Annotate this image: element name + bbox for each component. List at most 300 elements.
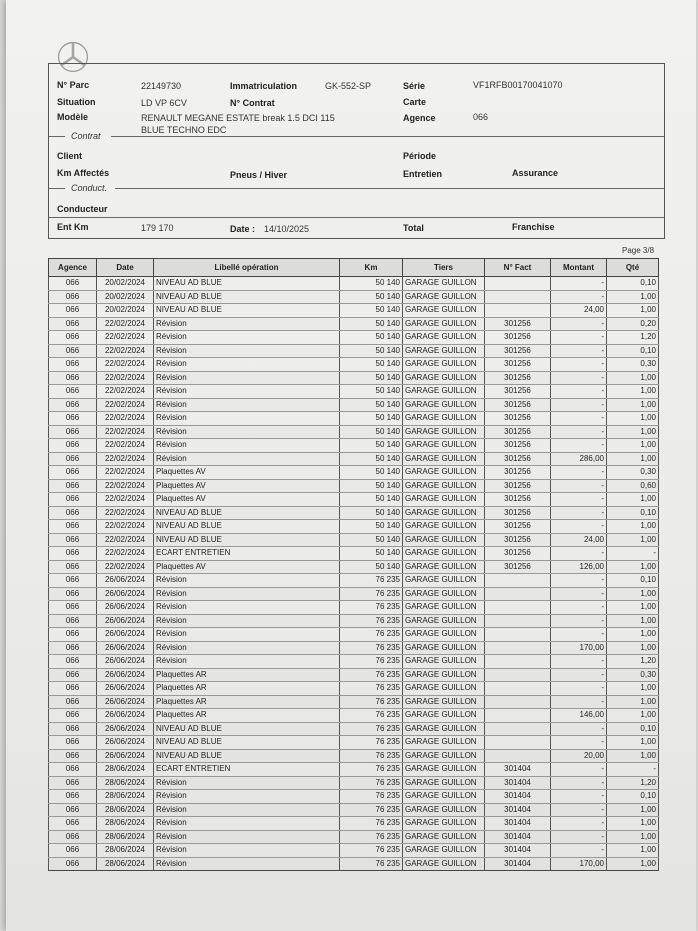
cell-montant: - <box>551 763 607 777</box>
cell-agence: 066 <box>49 722 97 736</box>
table-row <box>49 668 659 682</box>
cell-date: 26/06/2024 <box>97 587 154 601</box>
cell-fact: 301256 <box>485 506 551 520</box>
cell-agence: 066 <box>49 533 97 547</box>
cell-date: 28/06/2024 <box>97 844 154 858</box>
cell-libelle: NIVEAU AD BLUE <box>154 749 340 763</box>
table-row <box>49 547 659 561</box>
total-label: Total <box>403 223 424 233</box>
situation-label: Situation <box>57 97 96 107</box>
cell-km: 50 140 <box>340 506 403 520</box>
cell-qte: 0,10 <box>607 722 659 736</box>
cell-montant: - <box>551 844 607 858</box>
cell-date: 22/02/2024 <box>97 344 154 358</box>
cell-libelle: Révision <box>154 844 340 858</box>
table-row <box>49 790 659 804</box>
table-row <box>49 439 659 453</box>
cell-km: 50 140 <box>340 304 403 318</box>
cell-fact <box>485 722 551 736</box>
cell-fact <box>485 628 551 642</box>
cell-date: 22/02/2024 <box>97 425 154 439</box>
cell-tiers: GARAGE GUILLON <box>403 695 485 709</box>
cell-libelle: Révision <box>154 817 340 831</box>
cell-agence: 066 <box>49 763 97 777</box>
cell-agence: 066 <box>49 844 97 858</box>
cell-tiers: GARAGE GUILLON <box>403 547 485 561</box>
cell-libelle: Révision <box>154 331 340 345</box>
cell-date: 26/06/2024 <box>97 695 154 709</box>
table-row <box>49 331 659 345</box>
cell-qte: 1,00 <box>607 830 659 844</box>
cell-fact <box>485 290 551 304</box>
contrat-no-label: N° Contrat <box>230 98 275 108</box>
cell-fact: 301256 <box>485 439 551 453</box>
cell-fact: 301256 <box>485 452 551 466</box>
cell-agence: 066 <box>49 439 97 453</box>
cell-qte: 1,20 <box>607 331 659 345</box>
cell-agence: 066 <box>49 398 97 412</box>
cell-fact <box>485 277 551 291</box>
cell-fact <box>485 668 551 682</box>
cell-km: 76 235 <box>340 601 403 615</box>
cell-agence: 066 <box>49 304 97 318</box>
table-row <box>49 776 659 790</box>
km-affectes-label: Km Affectés <box>57 168 110 178</box>
cell-date: 26/06/2024 <box>97 709 154 723</box>
cell-km: 76 235 <box>340 763 403 777</box>
cell-libelle: Plaquettes AV <box>154 479 340 493</box>
cell-montant: - <box>551 803 607 817</box>
cell-montant: 126,00 <box>551 560 607 574</box>
cell-km: 50 140 <box>340 317 403 331</box>
cell-fact: 301256 <box>485 425 551 439</box>
agence-label: Agence <box>403 113 436 123</box>
cell-qte: 1,00 <box>607 844 659 858</box>
cell-fact: 301404 <box>485 830 551 844</box>
cell-tiers: GARAGE GUILLON <box>403 425 485 439</box>
cell-km: 50 140 <box>340 466 403 480</box>
cell-date: 22/02/2024 <box>97 547 154 561</box>
cell-montant: - <box>551 601 607 615</box>
cell-qte: 0,60 <box>607 479 659 493</box>
cell-fact: 301256 <box>485 358 551 372</box>
cell-libelle: Révision <box>154 641 340 655</box>
cell-date: 22/02/2024 <box>97 358 154 372</box>
cell-fact: 301256 <box>485 547 551 561</box>
cell-tiers: GARAGE GUILLON <box>403 290 485 304</box>
cell-km: 76 235 <box>340 803 403 817</box>
cell-km: 76 235 <box>340 668 403 682</box>
cell-montant: - <box>551 317 607 331</box>
cell-agence: 066 <box>49 601 97 615</box>
cell-montant: - <box>551 425 607 439</box>
table-row <box>49 857 659 871</box>
cell-km: 76 235 <box>340 857 403 871</box>
cell-qte: 1,00 <box>607 371 659 385</box>
table-row <box>49 641 659 655</box>
cell-km: 76 235 <box>340 830 403 844</box>
cell-fact: 301404 <box>485 763 551 777</box>
cell-km: 76 235 <box>340 817 403 831</box>
ent-km-value: 179 170 <box>141 223 174 233</box>
cell-qte: 1,00 <box>607 695 659 709</box>
cell-date: 26/06/2024 <box>97 601 154 615</box>
cell-qte: 0,10 <box>607 790 659 804</box>
cell-agence: 066 <box>49 452 97 466</box>
cell-montant: - <box>551 439 607 453</box>
cell-tiers: GARAGE GUILLON <box>403 614 485 628</box>
parc-label: N° Parc <box>57 80 90 90</box>
cell-agence: 066 <box>49 290 97 304</box>
cell-montant: - <box>551 344 607 358</box>
cell-tiers: GARAGE GUILLON <box>403 493 485 507</box>
cell-qte: 0,20 <box>607 317 659 331</box>
cell-qte: 1,20 <box>607 655 659 669</box>
date-value: 14/10/2025 <box>264 224 310 234</box>
cell-libelle: NIVEAU AD BLUE <box>154 533 340 547</box>
cell-montant: 20,00 <box>551 749 607 763</box>
table-row <box>49 371 659 385</box>
cell-date: 22/02/2024 <box>97 520 154 534</box>
cell-date: 26/06/2024 <box>97 682 154 696</box>
cell-libelle: Révision <box>154 601 340 615</box>
cell-libelle: Révision <box>154 452 340 466</box>
table-row <box>49 628 659 642</box>
cell-km: 76 235 <box>340 722 403 736</box>
cell-tiers: GARAGE GUILLON <box>403 857 485 871</box>
cell-qte: 1,00 <box>607 709 659 723</box>
cell-tiers: GARAGE GUILLON <box>403 479 485 493</box>
cell-libelle: Révision <box>154 385 340 399</box>
cell-fact: 301256 <box>485 412 551 426</box>
cell-qte: 1,20 <box>607 776 659 790</box>
cell-qte: 0,30 <box>607 466 659 480</box>
cell-km: 76 235 <box>340 682 403 696</box>
table-row <box>49 803 659 817</box>
cell-libelle: Révision <box>154 830 340 844</box>
cell-qte: 1,00 <box>607 439 659 453</box>
cell-km: 50 140 <box>340 520 403 534</box>
cell-agence: 066 <box>49 709 97 723</box>
cell-tiers: GARAGE GUILLON <box>403 682 485 696</box>
cell-fact: 301256 <box>485 560 551 574</box>
cell-montant: - <box>551 385 607 399</box>
cell-km: 50 140 <box>340 560 403 574</box>
cell-date: 22/02/2024 <box>97 385 154 399</box>
document-page <box>6 0 696 931</box>
table-row <box>49 466 659 480</box>
cell-montant: - <box>551 398 607 412</box>
assurance-label: Assurance <box>512 168 559 178</box>
cell-fact: 301256 <box>485 385 551 399</box>
cell-qte: 1,00 <box>607 682 659 696</box>
cell-km: 76 235 <box>340 844 403 858</box>
cell-date: 22/02/2024 <box>97 452 154 466</box>
cell-fact: 301256 <box>485 317 551 331</box>
table-row <box>49 601 659 615</box>
cell-libelle: Plaquettes AV <box>154 560 340 574</box>
cell-tiers: GARAGE GUILLON <box>403 722 485 736</box>
table-row <box>49 722 659 736</box>
cell-montant: - <box>551 628 607 642</box>
cell-tiers: GARAGE GUILLON <box>403 466 485 480</box>
table-row <box>49 425 659 439</box>
cell-km: 76 235 <box>340 587 403 601</box>
cell-km: 50 140 <box>340 358 403 372</box>
cell-km: 50 140 <box>340 439 403 453</box>
cell-agence: 066 <box>49 520 97 534</box>
cell-libelle: Révision <box>154 358 340 372</box>
cell-agence: 066 <box>49 803 97 817</box>
cell-fact: 301404 <box>485 803 551 817</box>
cell-date: 22/02/2024 <box>97 317 154 331</box>
cell-agence: 066 <box>49 560 97 574</box>
cell-date: 22/02/2024 <box>97 439 154 453</box>
cell-tiers: GARAGE GUILLON <box>403 304 485 318</box>
cell-tiers: GARAGE GUILLON <box>403 668 485 682</box>
cell-libelle: Révision <box>154 412 340 426</box>
cell-km: 50 140 <box>340 533 403 547</box>
cell-agence: 066 <box>49 736 97 750</box>
cell-tiers: GARAGE GUILLON <box>403 520 485 534</box>
cell-qte: - <box>607 547 659 561</box>
ent-km-label: Ent Km <box>57 222 89 232</box>
serie-label: Série <box>403 81 426 91</box>
cell-qte: 1,00 <box>607 628 659 642</box>
cell-date: 28/06/2024 <box>97 817 154 831</box>
cell-agence: 066 <box>49 331 97 345</box>
cell-date: 22/02/2024 <box>97 466 154 480</box>
cell-tiers: GARAGE GUILLON <box>403 763 485 777</box>
table-row <box>49 587 659 601</box>
cell-agence: 066 <box>49 574 97 588</box>
cell-qte: 1,00 <box>607 452 659 466</box>
cell-tiers: GARAGE GUILLON <box>403 398 485 412</box>
cell-km: 50 140 <box>340 452 403 466</box>
cell-fact: 301256 <box>485 533 551 547</box>
cell-montant: - <box>551 331 607 345</box>
cell-fact: 301256 <box>485 331 551 345</box>
cell-agence: 066 <box>49 776 97 790</box>
cell-km: 50 140 <box>340 425 403 439</box>
cell-date: 28/06/2024 <box>97 776 154 790</box>
periode-label: Période <box>403 151 437 161</box>
cell-libelle: Plaquettes AR <box>154 668 340 682</box>
col-header-date: Date <box>97 259 154 277</box>
cell-km: 76 235 <box>340 574 403 588</box>
cell-date: 28/06/2024 <box>97 763 154 777</box>
cell-libelle: Révision <box>154 790 340 804</box>
cell-montant: 24,00 <box>551 533 607 547</box>
client-label: Client <box>57 151 83 161</box>
cell-qte: 0,10 <box>607 277 659 291</box>
cell-fact: 301256 <box>485 479 551 493</box>
cell-tiers: GARAGE GUILLON <box>403 601 485 615</box>
cell-date: 26/06/2024 <box>97 749 154 763</box>
table-row <box>49 763 659 777</box>
cell-date: 22/02/2024 <box>97 331 154 345</box>
cell-libelle: NIVEAU AD BLUE <box>154 520 340 534</box>
cell-libelle: Révision <box>154 655 340 669</box>
cell-tiers: GARAGE GUILLON <box>403 344 485 358</box>
cell-montant: - <box>551 371 607 385</box>
cell-km: 76 235 <box>340 749 403 763</box>
table-row <box>49 493 659 507</box>
cell-km: 76 235 <box>340 641 403 655</box>
table-row <box>49 655 659 669</box>
cell-qte: 1,00 <box>607 560 659 574</box>
cell-agence: 066 <box>49 547 97 561</box>
cell-agence: 066 <box>49 749 97 763</box>
cell-libelle: Révision <box>154 317 340 331</box>
cell-agence: 066 <box>49 695 97 709</box>
carte-label: Carte <box>403 97 427 107</box>
cell-montant: - <box>551 574 607 588</box>
cell-km: 50 140 <box>340 371 403 385</box>
cell-agence: 066 <box>49 317 97 331</box>
cell-qte: 1,00 <box>607 398 659 412</box>
cell-date: 22/02/2024 <box>97 479 154 493</box>
col-header-km: Km <box>340 259 403 277</box>
cell-date: 22/02/2024 <box>97 412 154 426</box>
entretien-label: Entretien <box>403 169 443 179</box>
cell-montant: - <box>551 736 607 750</box>
cell-tiers: GARAGE GUILLON <box>403 317 485 331</box>
conducteur-label: Conducteur <box>57 204 108 214</box>
table-row <box>49 317 659 331</box>
cell-montant: - <box>551 466 607 480</box>
section-divider <box>49 188 65 189</box>
table-row <box>49 709 659 723</box>
table-row <box>49 358 659 372</box>
cell-tiers: GARAGE GUILLON <box>403 790 485 804</box>
cell-qte: 1,00 <box>607 736 659 750</box>
table-row <box>49 533 659 547</box>
section-conduct-label: Conduct. <box>71 183 108 193</box>
cell-libelle: Révision <box>154 776 340 790</box>
cell-montant: - <box>551 277 607 291</box>
cell-agence: 066 <box>49 655 97 669</box>
cell-km: 76 235 <box>340 736 403 750</box>
cell-qte: 1,00 <box>607 290 659 304</box>
cell-libelle: Révision <box>154 371 340 385</box>
cell-km: 76 235 <box>340 655 403 669</box>
cell-tiers: GARAGE GUILLON <box>403 736 485 750</box>
operations-table <box>48 258 659 871</box>
cell-tiers: GARAGE GUILLON <box>403 331 485 345</box>
cell-date: 28/06/2024 <box>97 803 154 817</box>
cell-montant: - <box>551 520 607 534</box>
table-row <box>49 695 659 709</box>
agence-value: 066 <box>473 112 489 122</box>
cell-libelle: NIVEAU AD BLUE <box>154 506 340 520</box>
cell-date: 26/06/2024 <box>97 641 154 655</box>
col-header-tiers: Tiers <box>403 259 485 277</box>
cell-km: 76 235 <box>340 628 403 642</box>
cell-qte: 1,00 <box>607 614 659 628</box>
cell-libelle: NIVEAU AD BLUE <box>154 277 340 291</box>
cell-km: 50 140 <box>340 398 403 412</box>
table-row <box>49 749 659 763</box>
cell-tiers: GARAGE GUILLON <box>403 641 485 655</box>
cell-libelle: NIVEAU AD BLUE <box>154 736 340 750</box>
cell-agence: 066 <box>49 493 97 507</box>
cell-agence: 066 <box>49 614 97 628</box>
cell-montant: - <box>551 830 607 844</box>
cell-km: 50 140 <box>340 385 403 399</box>
cell-montant: - <box>551 790 607 804</box>
cell-fact: 301256 <box>485 520 551 534</box>
cell-tiers: GARAGE GUILLON <box>403 358 485 372</box>
table-row <box>49 452 659 466</box>
cell-fact: 301256 <box>485 344 551 358</box>
cell-libelle: Révision <box>154 587 340 601</box>
col-header-fact: N° Fact <box>485 259 551 277</box>
cell-date: 20/02/2024 <box>97 304 154 318</box>
table-row <box>49 844 659 858</box>
cell-agence: 066 <box>49 857 97 871</box>
cell-km: 76 235 <box>340 790 403 804</box>
cell-agence: 066 <box>49 830 97 844</box>
cell-date: 22/02/2024 <box>97 506 154 520</box>
cell-qte: 1,00 <box>607 749 659 763</box>
table-row <box>49 277 659 291</box>
cell-agence: 066 <box>49 587 97 601</box>
cell-date: 22/02/2024 <box>97 560 154 574</box>
cell-qte: 1,00 <box>607 520 659 534</box>
cell-tiers: GARAGE GUILLON <box>403 560 485 574</box>
cell-fact: 301256 <box>485 466 551 480</box>
cell-km: 50 140 <box>340 277 403 291</box>
cell-fact: 301256 <box>485 371 551 385</box>
cell-tiers: GARAGE GUILLON <box>403 803 485 817</box>
cell-montant: - <box>551 547 607 561</box>
cell-libelle: ECART ENTRETIEN <box>154 763 340 777</box>
cell-fact: 301404 <box>485 817 551 831</box>
cell-agence: 066 <box>49 628 97 642</box>
cell-tiers: GARAGE GUILLON <box>403 776 485 790</box>
cell-fact: 301404 <box>485 790 551 804</box>
table-row <box>49 560 659 574</box>
cell-montant: - <box>551 358 607 372</box>
cell-km: 50 140 <box>340 493 403 507</box>
section-divider <box>115 188 664 189</box>
cell-fact: 301404 <box>485 844 551 858</box>
cell-date: 22/02/2024 <box>97 533 154 547</box>
cell-agence: 066 <box>49 506 97 520</box>
cell-date: 28/06/2024 <box>97 790 154 804</box>
cell-fact <box>485 614 551 628</box>
table-header-row <box>49 259 659 277</box>
cell-tiers: GARAGE GUILLON <box>403 452 485 466</box>
table-row <box>49 614 659 628</box>
cell-km: 50 140 <box>340 344 403 358</box>
cell-date: 26/06/2024 <box>97 736 154 750</box>
cell-agence: 066 <box>49 277 97 291</box>
cell-km: 50 140 <box>340 547 403 561</box>
section-divider <box>49 136 65 137</box>
cell-libelle: Plaquettes AR <box>154 695 340 709</box>
cell-libelle: Révision <box>154 574 340 588</box>
cell-tiers: GARAGE GUILLON <box>403 817 485 831</box>
section-contrat-label: Contrat <box>71 131 101 141</box>
table-row <box>49 398 659 412</box>
cell-qte: 1,00 <box>607 641 659 655</box>
date-label: Date : <box>230 224 256 234</box>
cell-tiers: GARAGE GUILLON <box>403 830 485 844</box>
cell-date: 20/02/2024 <box>97 290 154 304</box>
cell-tiers: GARAGE GUILLON <box>403 587 485 601</box>
